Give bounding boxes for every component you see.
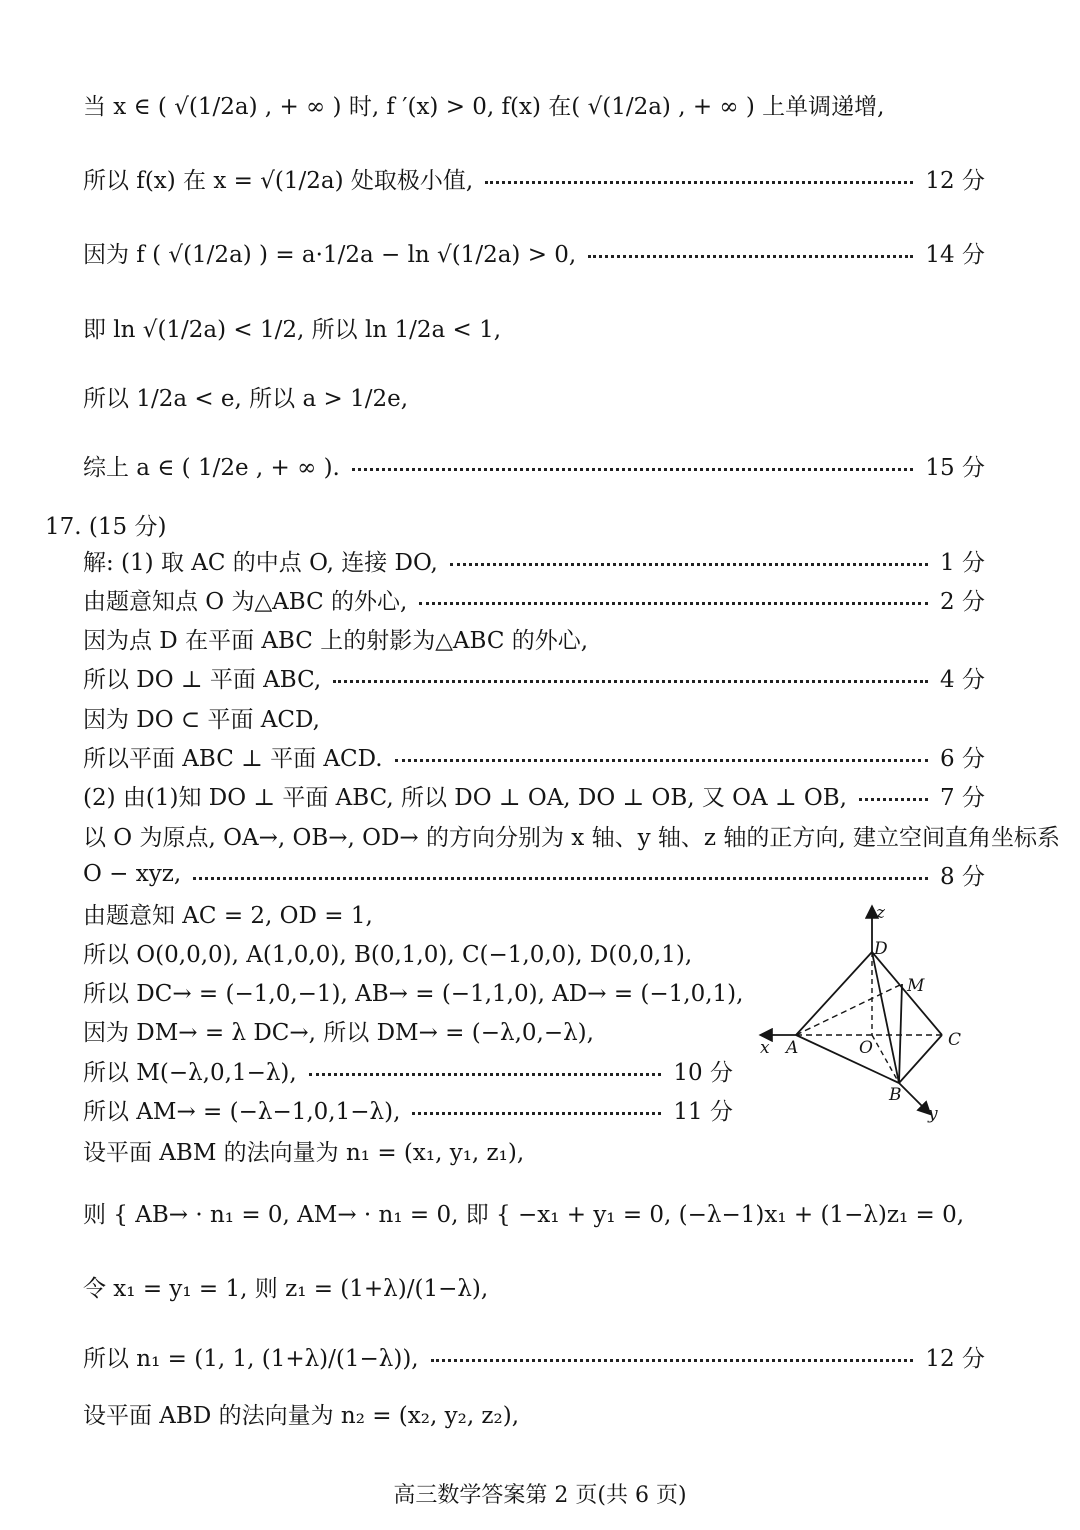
label-z: z bbox=[876, 903, 885, 923]
line-text: 所以平面 ABC ⊥ 平面 ACD. bbox=[83, 745, 383, 772]
score-mark: 12 分 bbox=[925, 167, 985, 194]
score-mark: 15 分 bbox=[925, 454, 985, 481]
text-line-scored bbox=[83, 1336, 985, 1376]
text-line bbox=[83, 1192, 964, 1232]
text-line bbox=[83, 697, 985, 737]
score-mark: 4 分 bbox=[940, 666, 985, 693]
dotted-leader bbox=[412, 1112, 661, 1115]
score-mark: 2 分 bbox=[940, 588, 985, 615]
text-line-scored bbox=[83, 775, 985, 815]
line-text: 所以 O(0,0,0), A(1,0,0), B(0,1,0), C(−1,0,0), D(0,0,1), bbox=[83, 941, 693, 968]
text-line bbox=[83, 971, 743, 1011]
text-line bbox=[83, 815, 1060, 855]
dotted-leader bbox=[859, 798, 928, 801]
line-text: 因为点 D 在平面 ABC 上的射影为△ABC 的外心, bbox=[83, 627, 589, 654]
line-text: 所以 M(−λ,0,1−λ), bbox=[83, 1059, 297, 1086]
line-text: 所以 f(x) 在 x = √(1/2a) 处取极小值, bbox=[83, 167, 474, 194]
line-text: O − xyz, bbox=[83, 861, 182, 887]
label-B: B bbox=[889, 1085, 902, 1105]
text-line bbox=[83, 84, 985, 124]
text-line-scored bbox=[83, 1089, 733, 1129]
label-M: M bbox=[907, 976, 925, 996]
score-mark: 7 分 bbox=[940, 784, 985, 811]
text-line bbox=[83, 307, 985, 347]
label-y: y bbox=[928, 1104, 938, 1124]
db-edge bbox=[872, 952, 899, 1083]
label-A: A bbox=[786, 1038, 799, 1058]
text-line-scored bbox=[83, 232, 985, 272]
text-line bbox=[83, 376, 985, 416]
label-C: C bbox=[948, 1030, 962, 1050]
line-text: (2) 由(1)知 DO ⊥ 平面 ABC, 所以 DO ⊥ OA, DO ⊥ OB, 又 OA ⊥ OB, bbox=[83, 784, 847, 811]
label-D: D bbox=[874, 939, 888, 959]
text-line bbox=[83, 893, 373, 933]
tetrahedron-figure bbox=[754, 900, 974, 1125]
line-text: 所以 DC→ = (−1,0,−1), AB→ = (−1,1,0), AD→ = (−1,0,1), bbox=[83, 980, 744, 1007]
score-mark: 12 分 bbox=[925, 1345, 985, 1372]
text-line-scored bbox=[83, 158, 985, 198]
line-text: 即 ln √(1/2a) < 1/2, 所以 ln 1/2a < 1, bbox=[83, 316, 502, 343]
line-text: 当 x ∈ ( √(1/2a) , + ∞ ) 时, f ′(x) > 0, f(x) 在( √(1/2a) , + ∞ ) 上单调递增, bbox=[83, 93, 885, 120]
score-mark: 10 分 bbox=[673, 1059, 733, 1086]
dotted-leader bbox=[309, 1073, 662, 1076]
score-mark: 14 分 bbox=[925, 241, 985, 268]
line-text: 所以 AM→ = (−λ−1,0,1−λ), bbox=[83, 1098, 401, 1125]
y-axis bbox=[899, 1083, 929, 1113]
text-line-scored bbox=[83, 1050, 733, 1090]
text-line bbox=[83, 618, 985, 658]
text-line-scored bbox=[83, 657, 985, 697]
line-text: 因为 f ( √(1/2a) ) = a·1/2a − ln √(1/2a) > 0, bbox=[83, 241, 577, 268]
ab-edge bbox=[796, 1035, 899, 1083]
line-text: 以 O 为原点, OA→, OB→, OD→ 的方向分别为 x 轴、y 轴、z 轴的正方向, 建立空间直角坐标系 bbox=[83, 824, 1060, 851]
page-footer: 高三数学答案第 2 页(共 6 页) bbox=[393, 1483, 687, 1508]
line-text: 所以 DO ⊥ 平面 ABC, bbox=[83, 666, 322, 693]
dotted-leader bbox=[419, 602, 928, 605]
line-text: 因为 DM→ = λ DC→, 所以 DM→ = (−λ,0,−λ), bbox=[83, 1019, 594, 1046]
am-segment bbox=[796, 984, 902, 1035]
score-mark: 8 分 bbox=[940, 863, 985, 890]
line-text: 设平面 ABD 的法向量为 n₂ = (x₂, y₂, z₂), bbox=[83, 1402, 520, 1429]
dotted-leader bbox=[352, 468, 914, 471]
score-mark: 1 分 bbox=[940, 549, 985, 576]
text-line-scored bbox=[83, 579, 985, 619]
line-text: 由题意知点 O 为△ABC 的外心, bbox=[83, 588, 408, 615]
line-text: 综上 a ∈ ( 1/2e , + ∞ ). bbox=[83, 454, 340, 481]
line-text: 因为 DO ⊂ 平面 ACD, bbox=[83, 706, 320, 733]
label-O: O bbox=[859, 1038, 873, 1058]
dotted-leader bbox=[485, 181, 913, 184]
label-x: x bbox=[760, 1038, 770, 1058]
dotted-leader bbox=[588, 255, 913, 258]
line-text: 设平面 ABM 的法向量为 n₁ = (x₁, y₁, z₁), bbox=[83, 1139, 525, 1166]
text-line-scored bbox=[83, 445, 985, 485]
dotted-leader bbox=[450, 563, 928, 566]
text-line bbox=[83, 1130, 524, 1170]
problem-heading-text: 17. (15 分) bbox=[45, 513, 167, 540]
text-line bbox=[83, 1010, 594, 1050]
da-edge bbox=[796, 952, 872, 1035]
dotted-leader bbox=[193, 877, 928, 880]
bm-segment bbox=[899, 984, 902, 1083]
text-line bbox=[83, 1266, 488, 1306]
line-text: 则 { AB→ · n₁ = 0, AM→ · n₁ = 0, 即 { −x₁ + y₁ = 0, (−λ−1)x₁ + (1−λ)z₁ = 0, bbox=[83, 1201, 965, 1228]
problem-heading bbox=[45, 504, 166, 544]
text-line-scored bbox=[83, 736, 985, 776]
score-mark: 6 分 bbox=[940, 745, 985, 772]
line-text: 令 x₁ = y₁ = 1, 则 z₁ = (1+λ)/(1−λ), bbox=[83, 1275, 489, 1302]
bc-edge bbox=[899, 1035, 942, 1083]
line-text: 所以 1/2a < e, 所以 a > 1/2e, bbox=[83, 385, 409, 412]
text-line bbox=[83, 1393, 519, 1433]
dotted-leader bbox=[395, 759, 928, 762]
text-line-scored bbox=[83, 854, 985, 894]
score-mark: 11 分 bbox=[673, 1098, 733, 1125]
dotted-leader bbox=[431, 1359, 914, 1362]
line-text: 解: (1) 取 AC 的中点 O, 连接 DO, bbox=[83, 549, 438, 576]
text-line-scored bbox=[83, 540, 985, 580]
line-text: 所以 n₁ = (1, 1, (1+λ)/(1−λ)), bbox=[83, 1345, 419, 1372]
text-line bbox=[83, 932, 692, 972]
line-text: 由题意知 AC = 2, OD = 1, bbox=[83, 902, 373, 929]
dotted-leader bbox=[333, 680, 928, 683]
